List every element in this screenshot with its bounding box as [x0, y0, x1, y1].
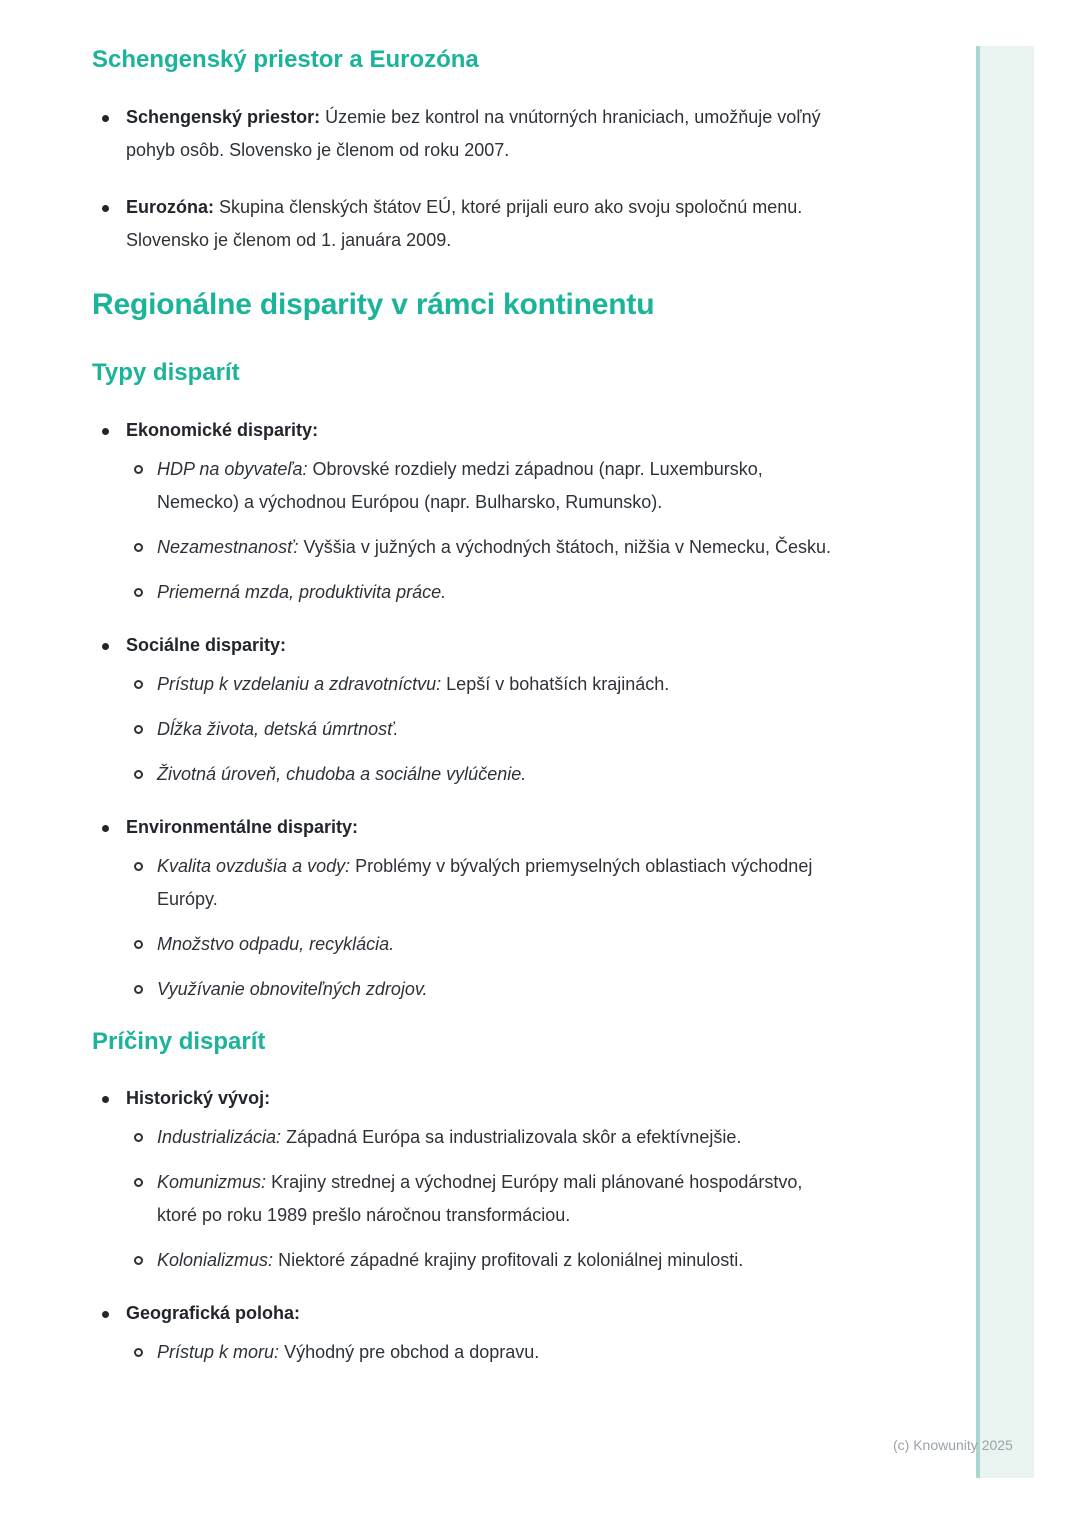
- circle-bullet-icon: [134, 985, 143, 994]
- sub-list: [126, 1330, 832, 1369]
- item-lead: Environmentálne disparity:: [126, 816, 359, 837]
- sub-item-lead: Prístup k moru:: [157, 1342, 280, 1363]
- sub-item-text-block: [157, 576, 832, 609]
- bullet-icon: [102, 115, 109, 122]
- sub-item-lead: HDP na obyvateľa:: [157, 458, 308, 479]
- sub-list: [126, 1115, 832, 1277]
- sub-list-item: [126, 928, 832, 961]
- sub-item-text-block: [157, 1166, 832, 1232]
- sub-item-lead: Industrializácia:: [157, 1127, 282, 1148]
- sub-list-item: [126, 758, 832, 791]
- circle-bullet-icon: [134, 862, 143, 871]
- sub-list-item: [126, 576, 832, 609]
- circle-bullet-icon: [134, 680, 143, 689]
- sub-item-text-block: [157, 668, 832, 701]
- bullet-icon: [102, 428, 109, 435]
- sub-list-item: [126, 1336, 832, 1369]
- list-item-text-block: [126, 1082, 832, 1115]
- sub-item-text: Lepší v bohatších krajinách.: [446, 673, 670, 694]
- bullet-icon: [102, 643, 109, 650]
- list-item: [92, 101, 832, 167]
- list-item-text-block: [126, 191, 832, 257]
- circle-bullet-icon: [134, 588, 143, 597]
- sub-item-text: Problémy v bývalých priemyselných oblastiach východnej Európy.: [157, 855, 813, 909]
- sub-item-text: Výhodný pre obchod a dopravu.: [284, 1342, 540, 1363]
- sub-item-text: Západná Európa sa industrializovala skôr a efektívnejšie.: [286, 1127, 742, 1148]
- sub-item-lead: Využívanie obnoviteľných zdrojov.: [157, 978, 428, 999]
- bullet-icon: [102, 1311, 109, 1318]
- sub-item-text-block: [157, 1244, 832, 1277]
- item-text: Územie bez kontrol na vnútorných hraniciach, umožňuje voľný pohyb osôb. Slovensko je členom od roku 2007.: [126, 106, 821, 160]
- sub-item-lead: Kvalita ovzdušia a vody:: [157, 855, 351, 876]
- sub-list-item: [126, 850, 832, 916]
- sub-item-text-block: [157, 1121, 832, 1154]
- item-lead: Sociálne disparity:: [126, 634, 287, 655]
- sub-list-item: [126, 1166, 832, 1232]
- sub-item-text-block: [157, 758, 832, 791]
- watermark: (c) Knowunity 2025: [893, 1437, 1013, 1453]
- sub-list-item: [126, 668, 832, 701]
- sub-item-text-block: [157, 531, 832, 564]
- bullet-icon: [102, 825, 109, 832]
- sub-item-lead: Kolonializmus:: [157, 1250, 274, 1271]
- circle-bullet-icon: [134, 1133, 143, 1142]
- list-item-text-block: [126, 414, 832, 447]
- sub-item-text: Vyššia v južných a východných štátoch, nižšia v Nemecku, Česku.: [303, 536, 832, 557]
- circle-bullet-icon: [134, 1178, 143, 1187]
- sub-list-item: [126, 713, 832, 746]
- list-item: [92, 1082, 832, 1277]
- sub-list: [126, 844, 832, 1006]
- list-item: [92, 191, 832, 257]
- list-item-text-block: [126, 811, 832, 844]
- sub-item-lead: Priemerná mzda, produktivita práce.: [157, 581, 447, 602]
- sub-item-text-block: [157, 1336, 832, 1369]
- sub-list-item: [126, 453, 832, 519]
- sub-item-lead: Množstvo odpadu, recyklácia.: [157, 933, 395, 954]
- bullet-icon: [102, 205, 109, 212]
- circle-bullet-icon: [134, 940, 143, 949]
- item-lead: Geografická poloha:: [126, 1303, 301, 1324]
- circle-bullet-icon: [134, 465, 143, 474]
- sub-item-lead: Nezamestnanosť:: [157, 536, 299, 557]
- sub-list-item: [126, 1121, 832, 1154]
- sub-item-text-block: [157, 453, 832, 519]
- sub-list-item: [126, 531, 832, 564]
- list-item: [92, 1297, 832, 1369]
- item-lead: Historický vývoj:: [126, 1088, 271, 1109]
- list-item-text-block: [126, 101, 832, 167]
- item-lead: Schengenský priestor:: [126, 106, 321, 127]
- item-text: Skupina členských štátov EÚ, ktoré prijali euro ako svoju spoločnú menu. Slovensko je členom od 1. januára 2009.: [126, 196, 803, 250]
- circle-bullet-icon: [134, 543, 143, 552]
- sub-item-lead: Životná úroveň, chudoba a sociálne vylúčenie.: [157, 763, 527, 784]
- list-item-text-block: [126, 629, 832, 662]
- list-item: [92, 811, 832, 1006]
- list-item: [92, 629, 832, 791]
- sub-item-text: Niektoré západné krajiny profitovali z koloniálnej minulosti.: [278, 1250, 744, 1271]
- sub-list: [126, 662, 832, 791]
- sub-list-item: [126, 973, 832, 1006]
- sub-item-text-block: [157, 928, 832, 961]
- circle-bullet-icon: [134, 1256, 143, 1265]
- sub-list-item: [126, 1244, 832, 1277]
- sub-item-text-block: [157, 973, 832, 1006]
- page-edge-bar: [976, 46, 1034, 1478]
- item-lead: Eurozóna:: [126, 196, 214, 217]
- page-title: Regionálne disparity v rámci kontinentu: [92, 287, 655, 321]
- sub-item-text: Krajiny strednej a východnej Európy mali plánované hospodárstvo, ktoré po roku 1989 prešlo náročnou transformáciou.: [157, 1172, 803, 1226]
- sub-item-text-block: [157, 713, 832, 746]
- section-heading-causes: Príčiny disparít: [92, 1027, 266, 1055]
- sub-item-lead: Prístup k vzdelaniu a zdravotníctvu:: [157, 673, 442, 694]
- circle-bullet-icon: [134, 1348, 143, 1357]
- circle-bullet-icon: [134, 725, 143, 734]
- list-item: [92, 414, 832, 609]
- sub-item-text-block: [157, 850, 832, 916]
- bullet-icon: [102, 1096, 109, 1103]
- sub-list: [126, 447, 832, 609]
- section-heading-types: Typy disparít: [92, 358, 240, 386]
- document-content: [92, 46, 832, 1389]
- sub-item-lead: Komunizmus:: [157, 1172, 267, 1193]
- sub-item-text: Obrovské rozdiely medzi západnou (napr. Luxembursko, Nemecko) a východnou Európou (napr. Bulharsko, Rumunsko).: [157, 458, 763, 512]
- sub-item-lead: Dĺžka života, detská úmrtnosť.: [157, 718, 399, 739]
- circle-bullet-icon: [134, 770, 143, 779]
- section-heading-schengen: Schengenský priestor a Eurozóna: [92, 46, 479, 73]
- list-item-text-block: [126, 1297, 832, 1330]
- item-lead: Ekonomické disparity:: [126, 419, 319, 440]
